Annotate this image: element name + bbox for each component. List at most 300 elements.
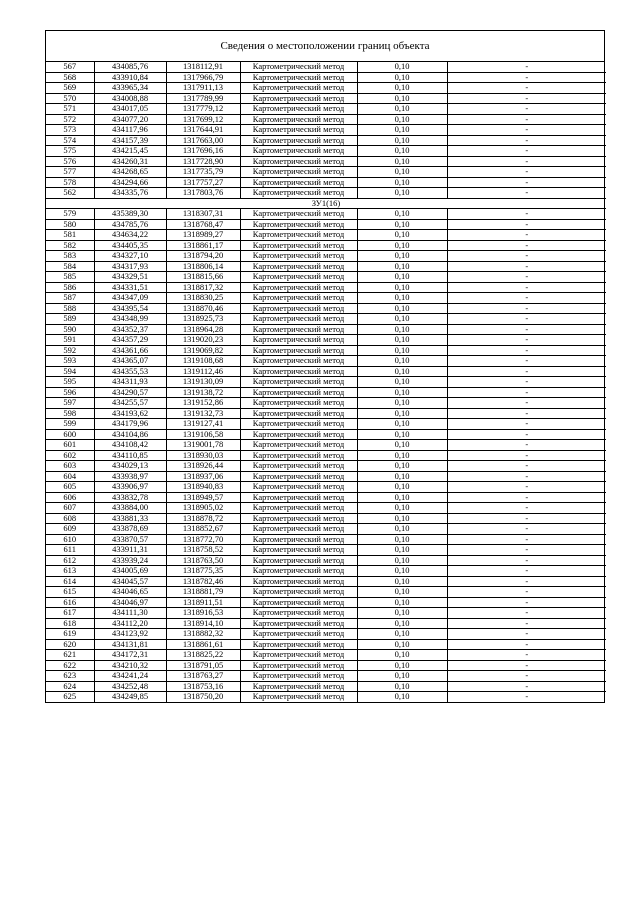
method-cell: Картометрический метод: [240, 461, 357, 472]
accuracy-cell: 0,10: [357, 618, 447, 629]
method-cell: Картометрический метод: [240, 251, 357, 262]
y-coordinate-cell: 1319127,41: [166, 419, 240, 430]
accuracy-cell: 0,10: [357, 587, 447, 598]
y-coordinate-cell: 1317699,12: [166, 114, 240, 125]
description-cell: -: [447, 230, 606, 241]
accuracy-cell: 0,10: [357, 251, 447, 262]
point-number-cell: 570: [46, 93, 94, 104]
point-number-cell: 611: [46, 545, 94, 556]
accuracy-cell: 0,10: [357, 608, 447, 619]
table-row: [46, 230, 606, 241]
description-cell: -: [447, 671, 606, 682]
table-row: [46, 272, 606, 283]
point-number-cell: 584: [46, 261, 94, 272]
accuracy-cell: 0,10: [357, 377, 447, 388]
point-number-cell: 567: [46, 62, 94, 72]
description-cell: -: [447, 650, 606, 661]
description-cell: -: [447, 125, 606, 136]
accuracy-cell: 0,10: [357, 177, 447, 188]
description-cell: -: [447, 209, 606, 220]
point-number-cell: 573: [46, 125, 94, 136]
table-row: [46, 681, 606, 692]
description-cell: -: [447, 135, 606, 146]
description-cell: -: [447, 293, 606, 304]
point-number-cell: 580: [46, 219, 94, 230]
description-cell: -: [447, 146, 606, 157]
y-coordinate-cell: 1318830,25: [166, 293, 240, 304]
x-coordinate-cell: 434361,66: [94, 345, 166, 356]
description-cell: -: [447, 335, 606, 346]
accuracy-cell: 0,10: [357, 356, 447, 367]
table-row: [46, 618, 606, 629]
accuracy-cell: 0,10: [357, 524, 447, 535]
y-coordinate-cell: 1318763,50: [166, 555, 240, 566]
x-coordinate-cell: 434255,57: [94, 398, 166, 409]
table-row: [46, 72, 606, 83]
point-number-cell: 591: [46, 335, 94, 346]
method-cell: Картометрический метод: [240, 345, 357, 356]
section-label: ЗУ1(16): [46, 198, 606, 209]
point-number-cell: 592: [46, 345, 94, 356]
table-row: [46, 219, 606, 230]
y-coordinate-cell: 1318806,14: [166, 261, 240, 272]
table-row: [46, 671, 606, 682]
y-coordinate-cell: 1319106,58: [166, 429, 240, 440]
method-cell: Картометрический метод: [240, 587, 357, 598]
point-number-cell: 619: [46, 629, 94, 640]
x-coordinate-cell: 433911,31: [94, 545, 166, 556]
x-coordinate-cell: 434311,93: [94, 377, 166, 388]
table-row: [46, 513, 606, 524]
table-row: [46, 587, 606, 598]
accuracy-cell: 0,10: [357, 135, 447, 146]
table-row: [46, 167, 606, 178]
accuracy-cell: 0,10: [357, 167, 447, 178]
method-cell: Картометрический метод: [240, 293, 357, 304]
y-coordinate-cell: 1318937,06: [166, 471, 240, 482]
table-row: [46, 660, 606, 671]
point-number-cell: 605: [46, 482, 94, 493]
table-row: [46, 524, 606, 535]
description-cell: -: [447, 188, 606, 199]
x-coordinate-cell: 434329,51: [94, 272, 166, 283]
x-coordinate-cell: 434249,85: [94, 692, 166, 702]
accuracy-cell: 0,10: [357, 146, 447, 157]
accuracy-cell: 0,10: [357, 408, 447, 419]
table-row: [46, 261, 606, 272]
point-number-cell: 583: [46, 251, 94, 262]
point-number-cell: 618: [46, 618, 94, 629]
x-coordinate-cell: 434331,51: [94, 282, 166, 293]
x-coordinate-cell: 434294,66: [94, 177, 166, 188]
table-row: [46, 440, 606, 451]
description-cell: -: [447, 639, 606, 650]
description-cell: -: [447, 692, 606, 702]
method-cell: Картометрический метод: [240, 408, 357, 419]
method-cell: Картометрический метод: [240, 503, 357, 514]
y-coordinate-cell: 1319130,09: [166, 377, 240, 388]
description-cell: -: [447, 219, 606, 230]
x-coordinate-cell: 433881,33: [94, 513, 166, 524]
description-cell: -: [447, 167, 606, 178]
point-number-cell: 622: [46, 660, 94, 671]
point-number-cell: 603: [46, 461, 94, 472]
description-cell: -: [447, 314, 606, 325]
y-coordinate-cell: 1318750,20: [166, 692, 240, 702]
method-cell: Картометрический метод: [240, 314, 357, 325]
table-row: [46, 629, 606, 640]
method-cell: Картометрический метод: [240, 429, 357, 440]
y-coordinate-cell: 1317663,00: [166, 135, 240, 146]
accuracy-cell: 0,10: [357, 597, 447, 608]
method-cell: Картометрический метод: [240, 692, 357, 702]
method-cell: Картометрический метод: [240, 93, 357, 104]
point-number-cell: 604: [46, 471, 94, 482]
table-row: [46, 93, 606, 104]
x-coordinate-cell: 434317,93: [94, 261, 166, 272]
method-cell: Картометрический метод: [240, 492, 357, 503]
y-coordinate-cell: 1318825,22: [166, 650, 240, 661]
y-coordinate-cell: 1319132,73: [166, 408, 240, 419]
method-cell: Картометрический метод: [240, 261, 357, 272]
description-cell: -: [447, 492, 606, 503]
y-coordinate-cell: 1318881,79: [166, 587, 240, 598]
accuracy-cell: 0,10: [357, 240, 447, 251]
y-coordinate-cell: 1319020,23: [166, 335, 240, 346]
description-cell: -: [447, 282, 606, 293]
y-coordinate-cell: 1318763,27: [166, 671, 240, 682]
point-number-cell: 574: [46, 135, 94, 146]
table-title: Сведения о местоположении границ объекта: [46, 31, 604, 62]
accuracy-cell: 0,10: [357, 114, 447, 125]
point-number-cell: 625: [46, 692, 94, 702]
point-number-cell: 616: [46, 597, 94, 608]
y-coordinate-cell: 1317966,79: [166, 72, 240, 83]
method-cell: Картометрический метод: [240, 72, 357, 83]
y-coordinate-cell: 1317728,90: [166, 156, 240, 167]
method-cell: Картометрический метод: [240, 240, 357, 251]
point-number-cell: 607: [46, 503, 94, 514]
point-number-cell: 577: [46, 167, 94, 178]
point-number-cell: 581: [46, 230, 94, 241]
method-cell: Картометрический метод: [240, 62, 357, 72]
table-row: [46, 62, 606, 72]
accuracy-cell: 0,10: [357, 335, 447, 346]
method-cell: Картометрический метод: [240, 104, 357, 115]
description-cell: -: [447, 440, 606, 451]
accuracy-cell: 0,10: [357, 629, 447, 640]
accuracy-cell: 0,10: [357, 492, 447, 503]
x-coordinate-cell: 434395,54: [94, 303, 166, 314]
accuracy-cell: 0,10: [357, 188, 447, 199]
accuracy-cell: 0,10: [357, 534, 447, 545]
method-cell: Картометрический метод: [240, 366, 357, 377]
method-cell: Картометрический метод: [240, 471, 357, 482]
point-number-cell: 594: [46, 366, 94, 377]
table-row: [46, 377, 606, 388]
x-coordinate-cell: 434077,20: [94, 114, 166, 125]
accuracy-cell: 0,10: [357, 461, 447, 472]
method-cell: Картометрический метод: [240, 324, 357, 335]
x-coordinate-cell: 434017,05: [94, 104, 166, 115]
y-coordinate-cell: 1318852,67: [166, 524, 240, 535]
accuracy-cell: 0,10: [357, 72, 447, 83]
method-cell: Картометрический метод: [240, 209, 357, 220]
description-cell: -: [447, 398, 606, 409]
table-row: [46, 83, 606, 94]
accuracy-cell: 0,10: [357, 450, 447, 461]
table-row: [46, 692, 606, 702]
accuracy-cell: 0,10: [357, 93, 447, 104]
x-coordinate-cell: 434008,88: [94, 93, 166, 104]
table-row: [46, 482, 606, 493]
method-cell: Картометрический метод: [240, 660, 357, 671]
description-cell: -: [447, 303, 606, 314]
y-coordinate-cell: 1318307,31: [166, 209, 240, 220]
point-number-cell: 602: [46, 450, 94, 461]
x-coordinate-cell: 434785,76: [94, 219, 166, 230]
x-coordinate-cell: 434046,97: [94, 597, 166, 608]
x-coordinate-cell: 433939,24: [94, 555, 166, 566]
description-cell: -: [447, 608, 606, 619]
y-coordinate-cell: 1318914,10: [166, 618, 240, 629]
x-coordinate-cell: 434117,96: [94, 125, 166, 136]
method-cell: Картометрический метод: [240, 377, 357, 388]
point-number-cell: 576: [46, 156, 94, 167]
y-coordinate-cell: 1318112,91: [166, 62, 240, 72]
accuracy-cell: 0,10: [357, 692, 447, 702]
table-row: [46, 293, 606, 304]
table-row: [46, 555, 606, 566]
x-coordinate-cell: 433870,57: [94, 534, 166, 545]
description-cell: -: [447, 356, 606, 367]
y-coordinate-cell: 1318753,16: [166, 681, 240, 692]
method-cell: Картометрический метод: [240, 524, 357, 535]
description-cell: -: [447, 272, 606, 283]
table-row: [46, 240, 606, 251]
y-coordinate-cell: 1319152,86: [166, 398, 240, 409]
method-cell: Картометрический метод: [240, 156, 357, 167]
x-coordinate-cell: 433910,84: [94, 72, 166, 83]
accuracy-cell: 0,10: [357, 482, 447, 493]
table-row: [46, 608, 606, 619]
point-number-cell: 608: [46, 513, 94, 524]
table-row: [46, 461, 606, 472]
method-cell: Картометрический метод: [240, 114, 357, 125]
description-cell: -: [447, 93, 606, 104]
y-coordinate-cell: 1319138,72: [166, 387, 240, 398]
description-cell: -: [447, 534, 606, 545]
table-row: [46, 209, 606, 220]
description-cell: -: [447, 408, 606, 419]
method-cell: Картометрический метод: [240, 303, 357, 314]
y-coordinate-cell: 1318861,17: [166, 240, 240, 251]
description-cell: -: [447, 524, 606, 535]
point-number-cell: 610: [46, 534, 94, 545]
accuracy-cell: 0,10: [357, 125, 447, 136]
point-number-cell: 587: [46, 293, 94, 304]
accuracy-cell: 0,10: [357, 303, 447, 314]
x-coordinate-cell: 434029,13: [94, 461, 166, 472]
method-cell: Картометрический метод: [240, 681, 357, 692]
y-coordinate-cell: 1318926,44: [166, 461, 240, 472]
description-cell: -: [447, 461, 606, 472]
description-cell: -: [447, 240, 606, 251]
description-cell: -: [447, 114, 606, 125]
y-coordinate-cell: 1317789,99: [166, 93, 240, 104]
point-number-cell: 601: [46, 440, 94, 451]
method-cell: Картометрический метод: [240, 188, 357, 199]
table-row: [46, 314, 606, 325]
description-cell: -: [447, 156, 606, 167]
point-number-cell: 620: [46, 639, 94, 650]
description-cell: -: [447, 450, 606, 461]
point-number-cell: 593: [46, 356, 94, 367]
x-coordinate-cell: 434005,69: [94, 566, 166, 577]
accuracy-cell: 0,10: [357, 681, 447, 692]
point-number-cell: 600: [46, 429, 94, 440]
description-cell: -: [447, 83, 606, 94]
x-coordinate-cell: 434335,76: [94, 188, 166, 199]
x-coordinate-cell: 434348,99: [94, 314, 166, 325]
section-row: [46, 198, 606, 209]
y-coordinate-cell: 1318794,20: [166, 251, 240, 262]
x-coordinate-cell: 434347,09: [94, 293, 166, 304]
y-coordinate-cell: 1318782,46: [166, 576, 240, 587]
description-cell: -: [447, 545, 606, 556]
accuracy-cell: 0,10: [357, 419, 447, 430]
table-row: [46, 335, 606, 346]
method-cell: Картометрический метод: [240, 387, 357, 398]
point-number-cell: 575: [46, 146, 94, 157]
method-cell: Картометрический метод: [240, 566, 357, 577]
y-coordinate-cell: 1317644,91: [166, 125, 240, 136]
x-coordinate-cell: 433965,34: [94, 83, 166, 94]
y-coordinate-cell: 1318989,27: [166, 230, 240, 241]
method-cell: Картометрический метод: [240, 534, 357, 545]
accuracy-cell: 0,10: [357, 671, 447, 682]
x-coordinate-cell: 434123,92: [94, 629, 166, 640]
method-cell: Картометрический метод: [240, 576, 357, 587]
table-row: [46, 429, 606, 440]
description-cell: -: [447, 72, 606, 83]
accuracy-cell: 0,10: [357, 555, 447, 566]
method-cell: Картометрический метод: [240, 125, 357, 136]
table-row: [46, 387, 606, 398]
x-coordinate-cell: 434634,22: [94, 230, 166, 241]
accuracy-cell: 0,10: [357, 513, 447, 524]
x-coordinate-cell: 434290,57: [94, 387, 166, 398]
y-coordinate-cell: 1318870,46: [166, 303, 240, 314]
y-coordinate-cell: 1317779,12: [166, 104, 240, 115]
description-cell: -: [447, 513, 606, 524]
point-number-cell: 612: [46, 555, 94, 566]
method-cell: Картометрический метод: [240, 545, 357, 556]
accuracy-cell: 0,10: [357, 545, 447, 556]
table-row: [46, 324, 606, 335]
table-row: [46, 408, 606, 419]
table-row: [46, 366, 606, 377]
x-coordinate-cell: 434104,86: [94, 429, 166, 440]
x-coordinate-cell: 434046,65: [94, 587, 166, 598]
method-cell: Картометрический метод: [240, 272, 357, 283]
method-cell: Картометрический метод: [240, 513, 357, 524]
table-row: [46, 156, 606, 167]
point-number-cell: 590: [46, 324, 94, 335]
table-row: [46, 398, 606, 409]
x-coordinate-cell: 434131,81: [94, 639, 166, 650]
x-coordinate-cell: 434241,24: [94, 671, 166, 682]
y-coordinate-cell: 1318775,35: [166, 566, 240, 577]
y-coordinate-cell: 1318878,72: [166, 513, 240, 524]
y-coordinate-cell: 1318916,53: [166, 608, 240, 619]
method-cell: Картометрический метод: [240, 419, 357, 430]
description-cell: -: [447, 261, 606, 272]
x-coordinate-cell: 434045,57: [94, 576, 166, 587]
point-number-cell: 623: [46, 671, 94, 682]
method-cell: Картометрический метод: [240, 398, 357, 409]
description-cell: -: [447, 345, 606, 356]
method-cell: Картометрический метод: [240, 219, 357, 230]
method-cell: Картометрический метод: [240, 146, 357, 157]
description-cell: -: [447, 576, 606, 587]
description-cell: -: [447, 660, 606, 671]
x-coordinate-cell: 434357,29: [94, 335, 166, 346]
accuracy-cell: 0,10: [357, 639, 447, 650]
method-cell: Картометрический метод: [240, 440, 357, 451]
table-row: [46, 104, 606, 115]
point-number-cell: 568: [46, 72, 94, 83]
method-cell: Картометрический метод: [240, 356, 357, 367]
method-cell: Картометрический метод: [240, 639, 357, 650]
method-cell: Картометрический метод: [240, 83, 357, 94]
table-row: [46, 303, 606, 314]
table-row: [46, 566, 606, 577]
description-cell: -: [447, 104, 606, 115]
x-coordinate-cell: 434193,62: [94, 408, 166, 419]
table-row: [46, 492, 606, 503]
table-row: [46, 188, 606, 199]
y-coordinate-cell: 1318911,51: [166, 597, 240, 608]
accuracy-cell: 0,10: [357, 272, 447, 283]
description-cell: -: [447, 419, 606, 430]
accuracy-cell: 0,10: [357, 156, 447, 167]
description-cell: -: [447, 503, 606, 514]
table-row: [46, 471, 606, 482]
y-coordinate-cell: 1318925,73: [166, 314, 240, 325]
point-number-cell: 562: [46, 188, 94, 199]
x-coordinate-cell: 433906,97: [94, 482, 166, 493]
point-number-cell: 597: [46, 398, 94, 409]
y-coordinate-cell: 1317757,27: [166, 177, 240, 188]
point-number-cell: 589: [46, 314, 94, 325]
method-cell: Картометрический метод: [240, 282, 357, 293]
table-row: [46, 545, 606, 556]
accuracy-cell: 0,10: [357, 429, 447, 440]
accuracy-cell: 0,10: [357, 576, 447, 587]
y-coordinate-cell: 1318861,61: [166, 639, 240, 650]
y-coordinate-cell: 1318930,03: [166, 450, 240, 461]
table-row: [46, 576, 606, 587]
x-coordinate-cell: 434327,10: [94, 251, 166, 262]
x-coordinate-cell: 435389,30: [94, 209, 166, 220]
accuracy-cell: 0,10: [357, 503, 447, 514]
description-cell: -: [447, 377, 606, 388]
point-number-cell: 624: [46, 681, 94, 692]
accuracy-cell: 0,10: [357, 324, 447, 335]
description-cell: -: [447, 324, 606, 335]
accuracy-cell: 0,10: [357, 293, 447, 304]
